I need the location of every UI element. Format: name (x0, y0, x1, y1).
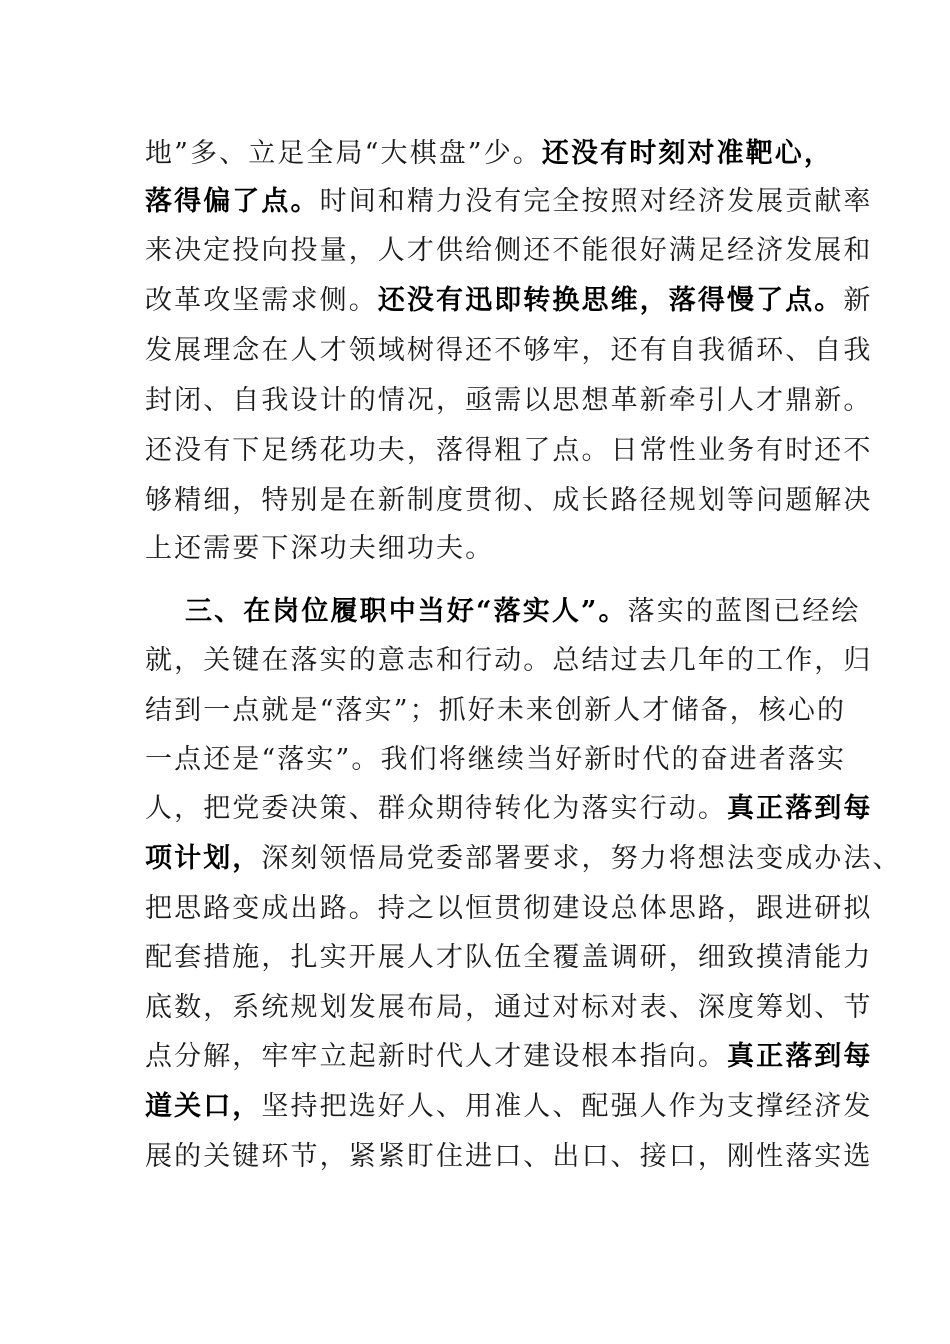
bold-segment: 项计划， (145, 843, 262, 874)
text-segment: 上还需要下深功夫细功夫。 (145, 533, 495, 564)
text-segment: 一点还是“落实”。我们将继续当好新时代的奋进者落实 (145, 744, 847, 775)
text-segment: 时间和精力没有完全按照对经济发展贡献率 (319, 186, 873, 217)
text-segment: 结到一点就是“落实”；抓好未来创新人才储备，核心的 (145, 695, 847, 726)
text-segment: 落实的蓝图已经绘 (627, 596, 861, 627)
text-segment: 就，关键在落实的意志和行动。总结过去几年的工作，归 (145, 645, 873, 676)
text-segment: 坚持把选好人、用准人、配强人作为支撑经济发 (261, 1091, 873, 1122)
text-line-6 (145, 375, 873, 427)
text-line-7 (145, 425, 873, 477)
text-line-19 (145, 1031, 873, 1083)
text-line-8 (145, 475, 873, 527)
bold-segment: 道关口， (145, 1091, 262, 1122)
text-segment: 地”多、立足全局“大棋盘”少。 (145, 138, 542, 169)
text-line-14 (145, 783, 873, 835)
bold-segment: 落得偏了点。 (145, 186, 320, 217)
text-line-12 (145, 685, 847, 737)
text-line-18 (145, 982, 873, 1034)
text-segment: 展的关键环节，紧紧盯住进口、出口、接口，刚性落实选 (145, 1141, 873, 1172)
bold-segment: 真正落到每 (727, 793, 873, 824)
section-heading-line (185, 586, 875, 638)
text-segment: 封闭、自我设计的情况，亟需以思想革新牵引人才鼎新。 (145, 385, 873, 416)
text-segment: 还没有下足绣花功夫，落得粗了点。日常性业务有时还不 (145, 435, 873, 466)
text-line-20 (145, 1081, 873, 1133)
text-segment: 深刻领悟局党委部署要求，努力将想法变成办法、 (261, 843, 902, 874)
bold-segment: 还没有迅即转换思维，落得慢了点。 (377, 285, 844, 316)
text-segment: 底数，系统规划发展布局，通过对标对表、深度筹划、节 (145, 992, 873, 1023)
text-segment: 新 (843, 285, 873, 316)
text-line-3 (145, 225, 873, 277)
text-line-16 (145, 883, 873, 935)
text-line-13 (145, 734, 847, 786)
bold-segment: 还没有时刻对准靶心， (541, 138, 833, 169)
text-segment: 来决定投向投量，人才供给侧还不能很好满足经济发展和 (145, 235, 873, 266)
text-line-2 (145, 176, 873, 228)
text-line-5 (145, 325, 873, 377)
text-segment: 发展理念在人才领域树得还不够牢，还有自我循环、自我 (145, 335, 873, 366)
text-line-9 (145, 523, 835, 575)
text-segment: 把思路变成出路。持之以恒贯彻建设总体思路，跟进研拟 (145, 893, 873, 924)
text-segment: 配套措施，扎实开展人才队伍全覆盖调研，细致摸清能力 (145, 942, 873, 973)
text-segment: 改革攻坚需求侧。 (145, 285, 378, 316)
text-line-1 (145, 128, 835, 180)
text-segment: 点分解，牢牢立起新时代人才建设根本指向。 (145, 1041, 727, 1072)
text-segment: 够精细，特别是在新制度贯彻、成长路径规划等问题解决 (145, 485, 873, 516)
text-line-21 (145, 1131, 873, 1183)
text-line-17 (145, 932, 873, 984)
text-segment: 人，把党委决策、群众期待转化为落实行动。 (145, 793, 727, 824)
text-line-11 (145, 635, 873, 687)
bold-segment: 真正落到每 (727, 1041, 873, 1072)
section-heading: 三、在岗位履职中当好“落实人”。 (185, 596, 628, 627)
text-line-4 (145, 275, 873, 327)
text-line-15 (145, 833, 902, 885)
